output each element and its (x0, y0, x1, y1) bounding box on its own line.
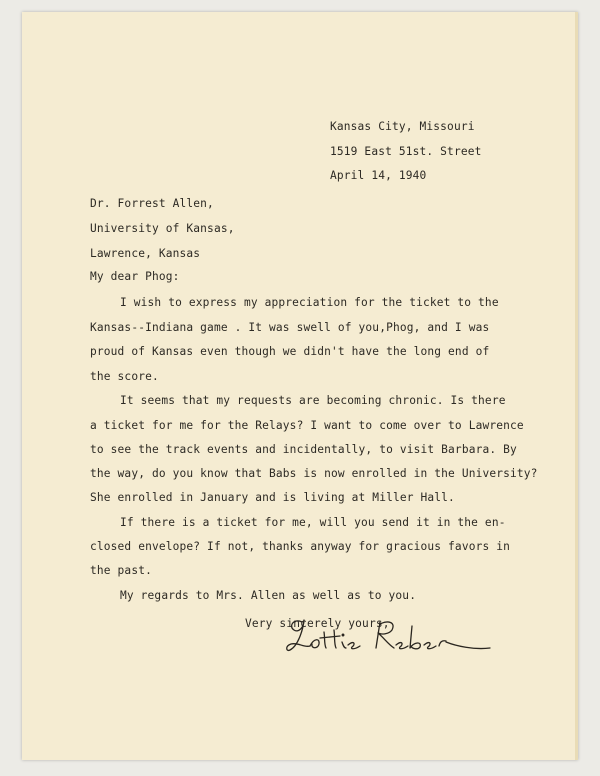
handwritten-signature (284, 608, 494, 660)
body-line: It seems that my requests are becoming chronic. Is there (120, 394, 506, 407)
recipient-name: Dr. Forrest Allen, (90, 197, 214, 210)
body-line: a ticket for me for the Relays? I want to come over to Lawrence (90, 419, 524, 432)
body-line: proud of Kansas even though we didn't have the long end of (90, 345, 490, 358)
letter-date: April 14, 1940 (330, 169, 427, 182)
body-line: closed envelope? If not, thanks anyway for gracious favors in (90, 540, 511, 553)
body-line: She enrolled in January and is living at Miller Hall. (90, 491, 455, 504)
sender-street: 1519 East 51st. Street (330, 145, 482, 158)
sender-city: Kansas City, Missouri (330, 120, 475, 133)
body-line: My regards to Mrs. Allen as well as to you. (120, 589, 417, 602)
salutation: My dear Phog: (90, 270, 180, 283)
letter-page (22, 12, 578, 760)
body-line: the score. (90, 370, 159, 383)
body-line: I wish to express my appreciation for the ticket to the (120, 296, 499, 309)
closing: Very sincerely yours, (245, 617, 390, 630)
body-line: the past. (90, 564, 152, 577)
body-line: Kansas--Indiana game . It was swell of you,Phog, and I was (90, 321, 490, 334)
recipient-city: Lawrence, Kansas (90, 247, 201, 260)
body-line: If there is a ticket for me, will you send it in the en- (120, 516, 506, 529)
body-line: the way, do you know that Babs is now enrolled in the University? (90, 467, 538, 480)
body-line: to see the track events and incidentally, to visit Barbara. By (90, 443, 517, 456)
recipient-institution: University of Kansas, (90, 222, 235, 235)
